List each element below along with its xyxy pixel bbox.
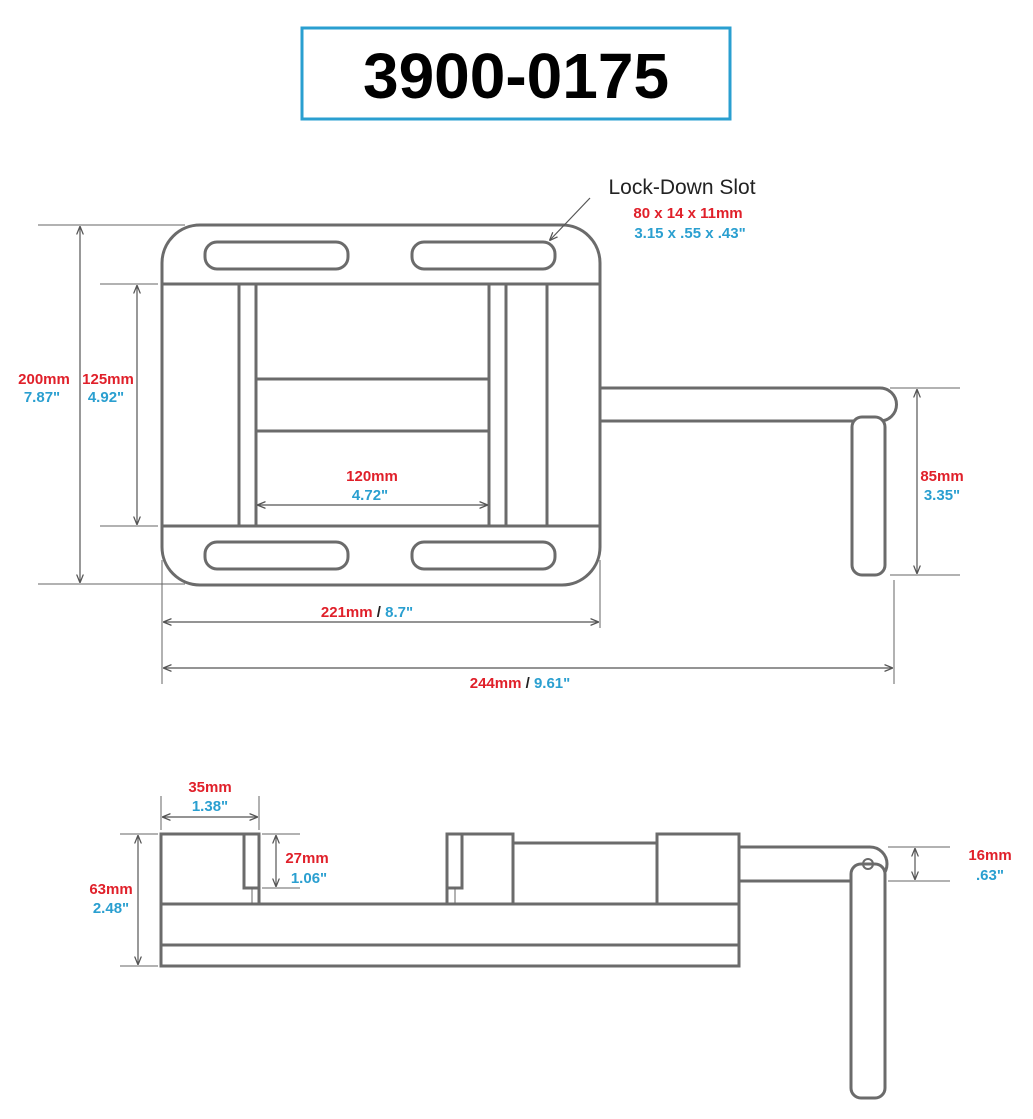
side-base xyxy=(161,904,739,945)
moving-jaw xyxy=(489,284,506,526)
side-view xyxy=(161,834,887,1098)
dim-in: 1.38" xyxy=(191,798,229,815)
fixed-jaw xyxy=(239,284,256,526)
handle-shaft xyxy=(600,388,897,421)
dim-label-85 xyxy=(920,468,963,504)
dim-mm: 120mm xyxy=(346,468,398,485)
side-rear-block xyxy=(657,834,739,904)
lock-down-slot xyxy=(412,542,555,569)
side-jaw-plate xyxy=(244,834,259,888)
lock-down-slot xyxy=(205,542,348,569)
title-box xyxy=(302,28,730,119)
dim-label-125 xyxy=(82,371,134,406)
dim-in: 2.48" xyxy=(92,900,130,917)
dim-label-244: 244mm / 9.61" xyxy=(469,675,571,692)
dim-in: 7.87" xyxy=(23,389,61,406)
part-number: 3900-0175 xyxy=(362,40,670,112)
dim-mm: 27mm xyxy=(285,850,329,867)
side-moving-jaw-plate xyxy=(447,834,462,888)
dim-mm: 16mm xyxy=(968,847,1012,864)
moving-jaw-body xyxy=(506,284,547,526)
top-view-dimensions xyxy=(38,198,960,684)
dim-label-16 xyxy=(968,847,1011,884)
dim-label-27 xyxy=(285,850,328,887)
callout-in: 3.15 x .55 x .43" xyxy=(634,225,746,242)
dim-in: 3.35" xyxy=(923,487,961,504)
dim-label-35 xyxy=(188,779,231,815)
side-screw-housing xyxy=(513,843,657,904)
dim-in: 4.92" xyxy=(87,389,125,406)
dim-mm: 125mm xyxy=(82,371,134,388)
dim-mm: 200mm xyxy=(18,371,70,388)
dim-mm: 35mm xyxy=(188,779,232,796)
dim-label-63 xyxy=(89,881,132,917)
side-handle-grip xyxy=(851,864,885,1098)
handle-grip xyxy=(852,417,885,575)
side-moving-jaw xyxy=(447,834,513,904)
center-bar xyxy=(256,379,489,431)
callout-lock-down-slot xyxy=(608,176,755,242)
top-view xyxy=(162,225,897,585)
dim-in: .63" xyxy=(976,867,1004,884)
lock-down-slot xyxy=(205,242,348,269)
callout-mm: 80 x 14 x 11mm xyxy=(633,205,743,222)
dim-label-221: 221mm / 8.7" xyxy=(320,604,414,621)
lock-down-slot xyxy=(412,242,555,269)
base-plate xyxy=(162,225,600,585)
dim-in: 1.06" xyxy=(290,870,328,887)
dim-mm: 63mm xyxy=(89,881,133,898)
callout-label: Lock-Down Slot xyxy=(608,176,756,199)
dim-in: 4.72" xyxy=(351,487,389,504)
dim-label-120 xyxy=(346,468,398,504)
side-base-bottom xyxy=(161,945,739,966)
dim-mm: 85mm xyxy=(920,468,964,485)
dim-label-200 xyxy=(18,371,70,406)
